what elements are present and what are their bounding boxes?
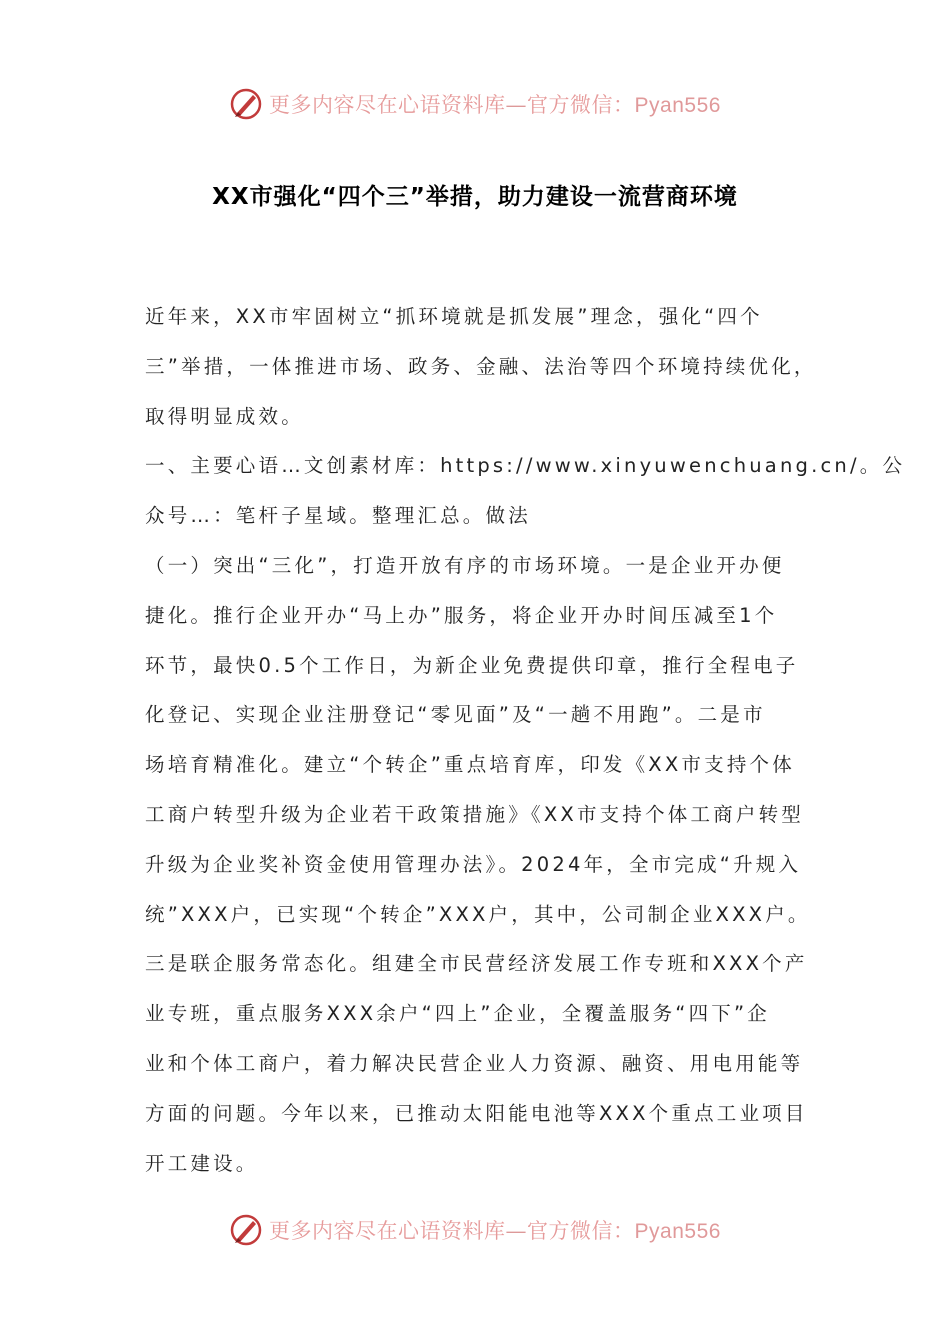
document-body (145, 292, 906, 1188)
body-line: 业和个体工商户，着力解决民营企业人力资源、融资、用电用能等 (145, 1051, 804, 1075)
document-title: XX市强化“四个三”举措，助力建设一流营商环境 (212, 184, 738, 210)
body-line: 三”举措，一体推进市场、政务、金融、法治等四个环境持续优化， (145, 354, 817, 378)
body-line: 近年来，XX市牢固树立“抓环境就是抓发展”理念，强化“四个 (145, 305, 763, 328)
body-line: 业专班，重点服务XXX余户“四上”企业，全覆盖服务“四下”企 (145, 1002, 770, 1026)
watermark-text: 更多内容尽在心语资料库—官方微信：Pyan556 (269, 93, 721, 117)
body-line: 方面的问题。今年以来，已推动太阳能电池等XXX个重点工业项目 (145, 1101, 808, 1125)
body-line: 统”XXX户，已实现“个转企”XXX户，其中，公司制企业XXX户。 (145, 902, 811, 926)
pen-logo-icon (229, 87, 263, 121)
body-line: 一、主要心语…文创素材库：https://www.xinyuwenchuang.cn/。公 (145, 454, 906, 478)
body-line: （一）突出“三化”，打造开放有序的市场环境。一是企业开办便 (145, 553, 785, 577)
watermark-banner-bottom (0, 1210, 950, 1250)
body-line: 三是联企服务常态化。组建全市民营经济发展工作专班和XXX个产 (145, 952, 808, 976)
pen-logo-icon (229, 1213, 263, 1247)
watermark-text: 更多内容尽在心语资料库—官方微信：Pyan556 (269, 1219, 721, 1243)
body-line: 开工建设。 (145, 1151, 259, 1175)
body-line: 场培育精准化。建立“个转企”重点培育库，印发《XX市支持个体 (145, 753, 795, 777)
body-line: 环节，最快0.5个工作日，为新企业免费提供印章，推行全程电子 (145, 653, 799, 677)
watermark-banner-top (0, 84, 950, 124)
body-line: 工商户转型升级为企业若干政策措施》《XX市支持个体工商户转型 (145, 802, 804, 826)
body-line: 取得明显成效。 (145, 404, 304, 428)
body-line: 升级为企业奖补资金使用管理办法》。2024年，全市完成“升规入 (145, 852, 802, 876)
body-line: 化登记、实现企业注册登记“零见面”及“一趟不用跑”。二是市 (145, 703, 766, 727)
body-line: 捷化。推行企业开办“马上办”服务，将企业开办时间压减至1个 (145, 603, 778, 627)
body-line: 众号…：笔杆子星域。整理汇总。做法 (145, 504, 531, 528)
